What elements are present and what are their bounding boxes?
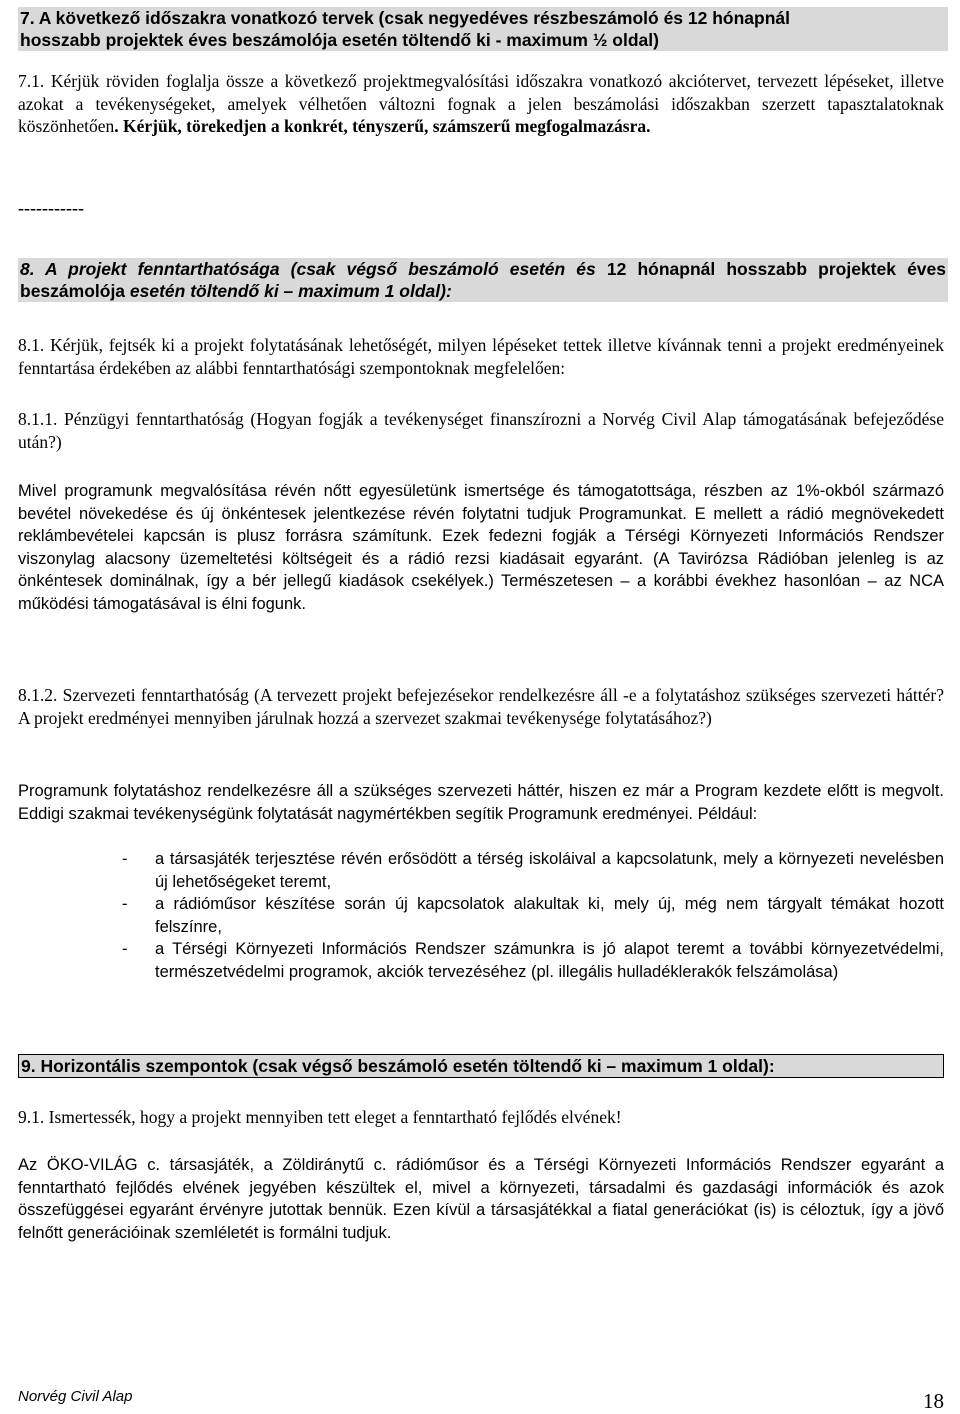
list-item [18,938,944,983]
page-number: 18 [923,1389,944,1413]
section-8-1-2-answer: Programunk folytatáshoz rendelkezésre áll a szükséges szervezeti háttér, hiszen ez már a Program kezdete előtt is megvolt. Eddigi szakmai tevékenységünk folytatását nagymértékben segítik Programunk eredményei. Például: [18,782,944,823]
section-9-heading: 9. Horizontális szempontok (csak végső beszámoló esetén töltendő ki – maximum 1 oldal): [18,1054,944,1078]
section-8-heading [18,258,948,302]
section-9-1-paragraph: 9.1. Ismertessék, hogy a projekt mennyiben tett eleget a fenntartható fejlődés elvének! [18,1107,622,1127]
examples-list [18,848,944,983]
bullet-dash: - [122,940,128,958]
list-item [18,893,944,938]
footer-organization: Norvég Civil Alap [18,1388,133,1405]
list-item-text: a rádióműsor készítése során új kapcsolatok alakultak ki, mely új, még nem tárgyalt témákat hozott felszínre, [155,895,944,936]
section-7-heading-line-1: 7. A következő időszakra vonatkozó tervek (csak negyedéves részbeszámoló és 12 hónapnál [20,8,790,28]
bullet-dash: - [122,850,128,868]
section-7-1-bold-text: . Kérjük, törekedjen a konkrét, tényszerű, számszerű megfogalmazásra. [114,116,651,136]
section-7-1-text: 7.1. Kérjük röviden foglalja össze a következő projektmegvalósítási időszakra vonatkozó akciótervet, tervezett lépéseket, illetve azokat a tevékenységeket, amelyek vélhetően változni fognak a jelen beszámolási időszakban szerzett tapasztalatoknak köszönhetően [18,71,944,136]
list-item-text: a társasjáték terjesztése révén erősödött a térség iskoláival a kapcsolatunk, mely a környezeti nevelésben új lehetőségeket teremt, [155,850,944,891]
section-7-heading-line-2: hosszabb projektek éves beszámolója esetén töltendő ki - maximum ½ oldal) [20,30,659,50]
section-8-1-1-answer: Mivel programunk megvalósítása révén nőtt egyesületünk ismertsége és támogatottsága, részben az 1%-okból származó bevétel növekedése és új önkéntesek jelentkezése révén folytatni tudjuk Programunkat. E mellett a rádió megnövekedett reklámbevételei kapcsán is plusz forrásra számítunk. Ezek fedezni fogják a Térségi Környezeti Információs Rendszer viszonylag alacsony üzemeltetési költségeit és a rádió rezsi kiadásait egyaránt. (A Tavirózsa Rádióban jelenleg is az önkéntesek dominálnak, így a bér jellegű kiadások csekélyek.) Természetesen – a korábbi évekhez hasonlóan – az NCA működési támogatásával is élni fogunk. [18,482,944,613]
section-8-1-2-question: 8.1.2. Szervezeti fenntarthatóság (A tervezett projekt befejezésekor rendelkezésre áll -e a folytatáshoz szükséges szervezeti háttér? A projekt eredményei mennyiben járulnak hozzá a szervezet szakmai tevékenysége folytatásához?) [18,685,944,728]
answer-placeholder-dashes: ----------- [18,198,84,218]
section-8-heading-part-c: esetén töltendő ki – maximum 1 oldal): [125,281,452,301]
section-8-heading-part-b: 12 hónapnál hosszabb projektek éves beszámolója [20,259,946,301]
list-item [18,848,944,893]
section-9-1-answer: Az ÖKO-VILÁG c. társasjáték, a Zöldiránytű c. rádióműsor és a Térségi Környezeti Információs Rendszer egyaránt a fenntartható fejlődés elvének jegyében készültek el, mivel a környezeti, társadalmi és gazdasági információk és azok összefüggései egyaránt érvényre jutottak bennük. Ezen kívül a társasjátékkal a fiatal generációkat (is) is céloztuk, így a jövő felnőtt generációinak szemléletét is formálni tudjuk. [18,1156,944,1242]
bullet-dash: - [122,895,128,913]
list-item-text: a Térségi Környezeti Információs Rendszer számunkra is jó alapot teremt a további környezetvédelmi, természetvédelmi programok, akciók tervezéséhez (pl. illegális hulladéklerakók felszámolása) [155,940,944,981]
section-8-1-paragraph: 8.1. Kérjük, fejtsék ki a projekt folytatásának lehetőségét, milyen lépéseket tettek illetve kívánnak tenni a projekt eredményeinek fenntartása érdekében az alábbi fenntarthatósági szempontoknak megfelelően: [18,335,944,378]
section-7-1-paragraph [18,70,944,138]
section-8-heading-part-a: 8. A projekt fenntarthatósága (csak végső beszámoló esetén és [20,259,607,279]
section-8-1-1-question: 8.1.1. Pénzügyi fenntarthatóság (Hogyan fogják a tevékenységet finanszírozni a Norvég Civil Alap támogatásának befejeződése után?) [18,409,944,452]
section-7-heading [18,7,948,51]
